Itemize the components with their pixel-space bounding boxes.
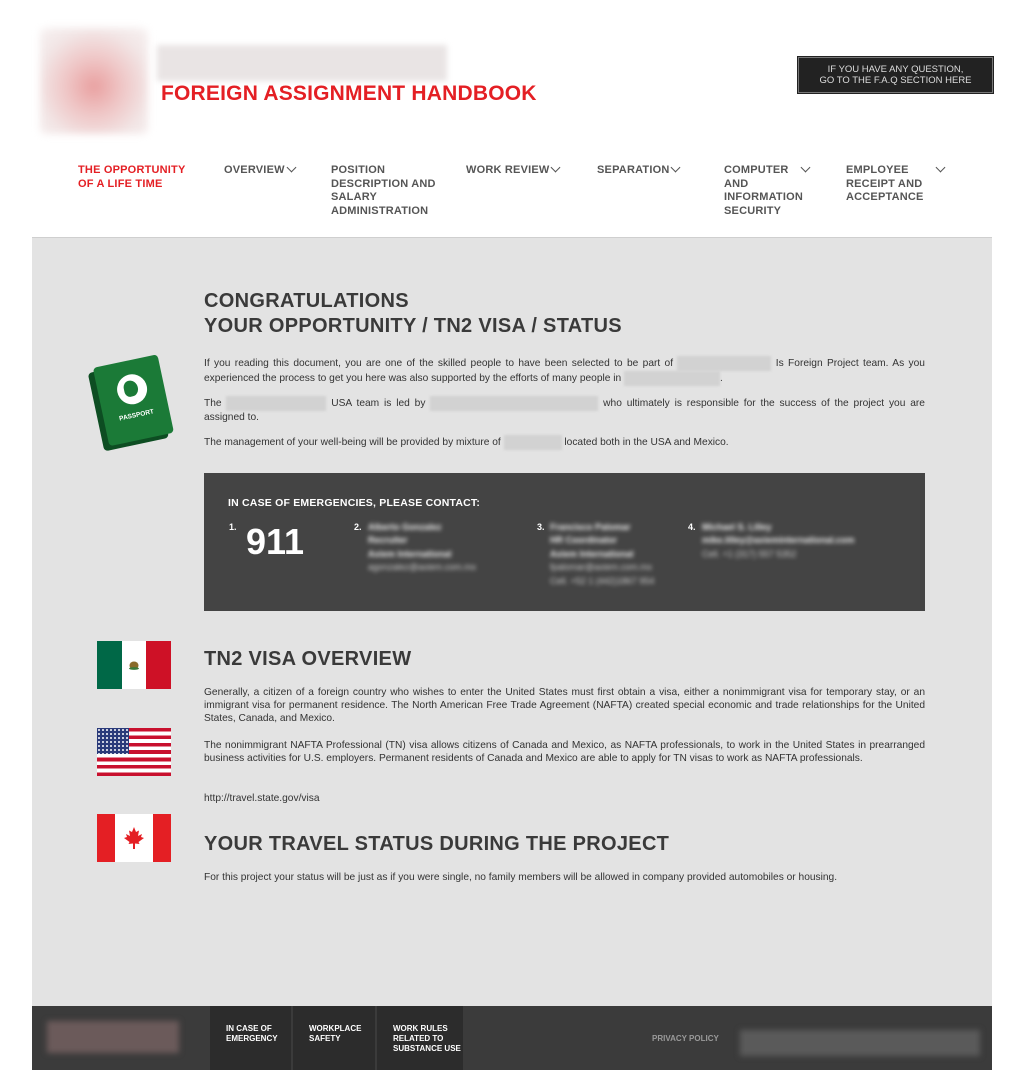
redacted-text — [624, 371, 720, 386]
globe-icon — [114, 372, 150, 408]
mexico-flag-icon — [97, 641, 171, 689]
canada-flag-icon — [97, 814, 171, 862]
contact-index: 4. — [688, 522, 696, 532]
text: If you reading this document, you are one of the skilled people to have been selected to be part of — [204, 358, 674, 370]
faq-line-2: GO TO THE F.A.Q SECTION HERE — [819, 75, 972, 86]
contact-index: 2. — [354, 522, 362, 532]
text: located both in the USA and Mexico. — [564, 437, 729, 449]
footer-link-label: WORK RULES RELATED TO SUBSTANCE USE — [393, 1024, 461, 1053]
faq-line-1: IF YOU HAVE ANY QUESTION, — [827, 64, 964, 75]
nav-item-overview[interactable] — [224, 164, 285, 178]
contact-role: HR Coordinator — [550, 535, 617, 546]
contact-card-4 — [702, 521, 854, 561]
footer-link-emergency[interactable] — [210, 1006, 291, 1070]
intro-paragraph-1 — [204, 356, 925, 386]
nav-item-opportunity[interactable]: THE OPPORTUNITY OF A LIFE TIME — [78, 164, 186, 190]
footer-link-label: IN CASE OF EMERGENCY — [226, 1024, 278, 1043]
visa-heading: TN2 VISA OVERVIEW — [204, 648, 412, 670]
travel-heading: YOUR TRAVEL STATUS DURING THE PROJECT — [204, 833, 670, 855]
footer-logo[interactable] — [47, 1021, 179, 1053]
redacted-text — [226, 396, 326, 411]
company-logo[interactable] — [40, 28, 148, 134]
visa-paragraph-1: Generally, a citizen of a foreign country who wishes to enter the United States must first obtain a visa, either a nonimmigrant visa for temporary stay, or an immigrant visa for permanent residence. The North American Free Trade Agreement (NAFTA) created special economic and trade relationships for the United States, Canada, and Mexico. — [204, 687, 925, 724]
nav-item-label: SEPARATION — [597, 164, 670, 176]
chevron-down-icon — [671, 163, 681, 173]
passport-label: PASSPORT — [118, 408, 155, 423]
redacted-text — [430, 396, 598, 411]
intro-paragraph-2 — [204, 396, 925, 424]
text: Is Foreign Project team. As you experienced the process to get you here was also supported by the efforts of many people in — [204, 358, 925, 385]
nav-item-position-description[interactable]: POSITION DESCRIPTION AND SALARY ADMINISTRATION — [331, 164, 436, 217]
contact-email[interactable]: fpalomar@axiem.com.mx — [550, 562, 653, 573]
footer-redacted-text — [740, 1030, 980, 1056]
page-title: FOREIGN ASSIGNMENT HANDBOOK — [161, 82, 537, 105]
visa-paragraph-2: The nonimmigrant NAFTA Professional (TN) visa allows citizens of Canada and Mexico, as NAFTA professionals, to work in the United States in prearranged business activities for U.S. employers. Permanent residents of Canada and Mexico are able to apply for TN visas to work as NAFTA professionals. — [204, 740, 925, 764]
emergency-title: IN CASE OF EMERGENCIES, PLEASE CONTACT: — [228, 497, 481, 509]
text: . — [720, 373, 723, 385]
contact-name: Michael S. Lilley — [702, 522, 772, 532]
contact-company: Axiem International — [550, 548, 634, 559]
contact-card-3 — [550, 521, 654, 588]
text: The management of your well-being will be provided by mixture of — [204, 437, 501, 449]
privacy-policy-link[interactable]: PRIVACY POLICY — [652, 1034, 719, 1043]
travel-paragraph: For this project your status will be just as if you were single, no family members will be allowed in company provided automobiles or housing. — [204, 872, 838, 883]
footer-link-workplace-safety[interactable] — [293, 1006, 375, 1070]
intro-heading-line-2: YOUR OPPORTUNITY / TN2 VISA / STATUS — [204, 315, 622, 337]
contact-name: Francisco Palomar — [550, 522, 631, 532]
contact-phone: Cell. +1 (317) 557 5352 — [702, 548, 797, 559]
footer — [32, 1006, 992, 1070]
nav-item-label: OVERVIEW — [224, 164, 285, 176]
nav-item-computer-security[interactable]: COMPUTER AND INFORMATION SECURITY — [724, 164, 803, 217]
intro-heading-line-1: CONGRATULATIONS — [204, 290, 409, 312]
redacted-text — [677, 356, 771, 371]
contact-email[interactable]: mike.lilley@axieminternational.com — [702, 535, 855, 546]
nav-item-separation[interactable] — [597, 164, 670, 178]
chevron-down-icon — [936, 163, 946, 173]
contact-index: 3. — [537, 522, 545, 532]
emergency-number[interactable]: 911 — [246, 521, 305, 562]
text: The — [204, 398, 222, 410]
faq-button[interactable] — [798, 57, 993, 93]
nav-item-label: WORK REVIEW — [466, 164, 550, 176]
chevron-down-icon — [551, 163, 561, 173]
nav-item-work-review[interactable] — [466, 164, 549, 178]
contact-email[interactable]: agonzalez@axiem.com.mx — [368, 562, 477, 573]
contact-index: 1. — [229, 522, 237, 532]
footer-link-work-rules[interactable] — [377, 1006, 463, 1070]
emergency-contacts-panel — [204, 473, 925, 611]
nav-item-employee-receipt[interactable]: EMPLOYEE RECEIPT AND ACCEPTANCE — [846, 164, 924, 203]
redacted-text — [504, 435, 562, 450]
contact-name: Alberto Gonzalez — [368, 522, 442, 532]
content-area — [32, 237, 992, 1006]
text: USA team is led by — [331, 398, 426, 410]
contact-card-2 — [368, 521, 476, 575]
contact-role: Recruiter — [368, 535, 408, 546]
contact-phone: Cell. +52 1 (442)1867 954 — [550, 575, 655, 586]
contact-company: Axiem International — [368, 548, 452, 559]
text: who ultimately is responsible for the success of the project you are assigned to. — [204, 398, 925, 423]
chevron-down-icon — [287, 163, 297, 173]
intro-paragraph-3 — [204, 435, 925, 450]
usa-flag-icon — [97, 728, 171, 776]
visa-link[interactable]: http://travel.state.gov/visa — [204, 793, 320, 804]
intro-heading — [204, 289, 622, 339]
footer-link-label: WORKPLACE SAFETY — [309, 1024, 362, 1043]
company-name-redacted — [157, 45, 447, 81]
